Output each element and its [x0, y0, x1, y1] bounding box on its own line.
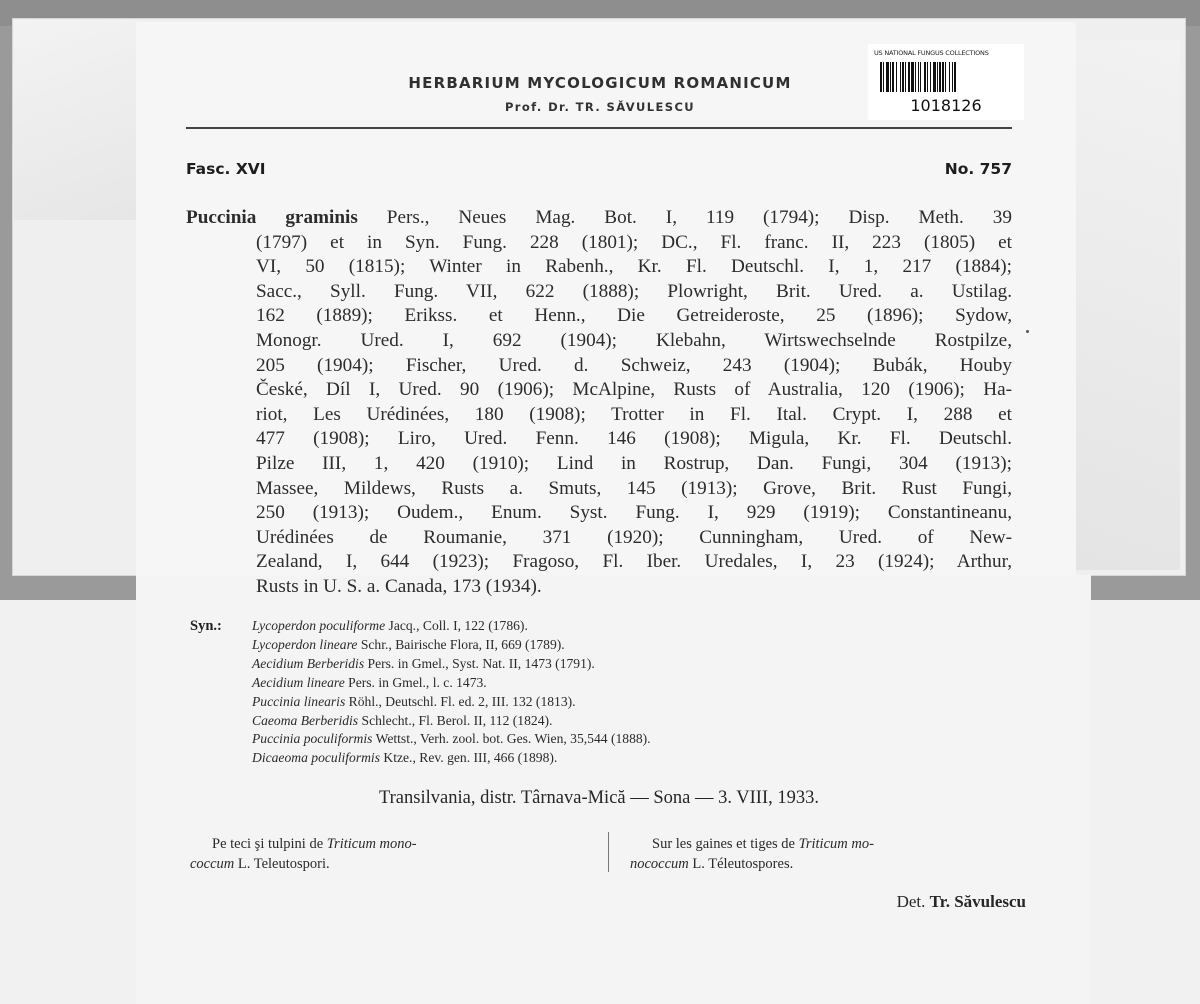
- synonym-item: Puccinia linearis Röhl., Deutschl. Fl. ed. 2, III. 132 (1813).: [252, 693, 576, 709]
- synonyms-label: Syn.:: [190, 618, 222, 634]
- synonym-item: Puccinia poculiformis Wettst., Verh. zool. bot. Ges. Wien, 35,544 (1888).: [252, 731, 651, 747]
- specimen-number: No. 757: [944, 160, 1012, 178]
- citation-line: Massee, Mildews, Rusts a. Smuts, 145 (1913); Grove, Brit. Rust Fungi,: [256, 477, 1012, 499]
- citation-line: České, Díl I, Ured. 90 (1906); McAlpine, Rusts of Australia, 120 (1906); Ha-: [256, 379, 1012, 401]
- synonym-item: Aecidium lineare Pers. in Gmel., l. c. 1473.: [252, 674, 487, 690]
- citation-line: 205 (1904); Fischer, Ured. d. Schweiz, 243 (1904); Bubák, Houby: [256, 354, 1012, 376]
- citation-line: 162 (1889); Erikss. et Henn., Die Getreideroste, 25 (1896); Sydow,: [256, 305, 1012, 327]
- citation-line: 250 (1913); Oudem., Enum. Syst. Fung. I, 929 (1919); Constantineanu,: [256, 502, 1012, 524]
- citation-line: Monogr. Ured. I, 692 (1904); Klebahn, Wirtswechselnde Rostpilze,: [256, 329, 1012, 351]
- citation-line: riot, Les Urédinées, 180 (1908); Trotter in Fl. Ital. Crypt. I, 288 et: [256, 403, 1012, 425]
- herbarium-subtitle: Prof. Dr. TR. SĂVULESCU: [504, 100, 696, 114]
- ink-dot: [1026, 330, 1029, 333]
- header-divider: [186, 127, 1012, 129]
- envelope-flap-left: [14, 20, 144, 220]
- synonym-item: Aecidium Berberidis Pers. in Gmel., Syst. Nat. II, 1473 (1791).: [252, 655, 595, 671]
- synonym-item: Lycoperdon poculiforme Jacq., Coll. I, 122 (1786).: [252, 618, 528, 633]
- host-column-divider: [608, 832, 609, 872]
- synonyms-list: [252, 617, 1012, 768]
- host-french: Sur les gaines et tiges de Triticum mo- nococcum L. Téleutospores.: [630, 836, 874, 872]
- host-scientific-name: nococcum: [630, 856, 689, 872]
- citation-line: Zealand, I, 644 (1923); Fragoso, Fl. Iber. Uredales, I, 23 (1924); Arthur,: [256, 551, 1012, 573]
- host-scientific-name: Triticum mo-: [798, 836, 874, 852]
- citation-line: Pilze III, 1, 420 (1910); Lind in Rostrup, Dan. Fungi, 304 (1913);: [256, 452, 1012, 474]
- citation-line: 477 (1908); Liro, Ured. Fenn. 146 (1908); Migula, Kr. Fl. Deutschl.: [256, 428, 1012, 450]
- citation-line-first: [186, 206, 1012, 231]
- citation-line: (1797) et in Syn. Fung. 228 (1801); DC., Fl. franc. II, 223 (1805) et: [256, 231, 1012, 253]
- citation-first-rest: Pers., Neues Mag. Bot. I, 119 (1794); Disp. Meth. 39: [357, 207, 1012, 228]
- species-name: Puccinia graminis: [186, 207, 358, 228]
- citation-line: VI, 50 (1815); Winter in Rabenh., Kr. Fl. Deutschl. I, 1, 217 (1884);: [256, 256, 1012, 278]
- determiner-name: Tr. Săvulescu: [929, 892, 1026, 911]
- collection-locality: Transilvania, distr. Târnava-Mică — Sona — 3. VIII, 1933.: [379, 788, 819, 808]
- determiner: Det. Tr. Săvulescu: [896, 892, 1026, 911]
- fascicle-label: Fasc. XVI: [186, 160, 266, 178]
- envelope-flap-right: [1075, 40, 1180, 570]
- citation-line: Sacc., Syll. Fung. VII, 622 (1888); Plowright, Brit. Ured. a. Ustilag.: [256, 280, 1012, 302]
- herbarium-title: HERBARIUM MYCOLOGICUM ROMANICUM: [408, 74, 792, 92]
- barcode-caption: US NATIONAL FUNGUS COLLECTIONS: [874, 49, 989, 57]
- host-scientific-name: coccum: [190, 856, 235, 872]
- citation-block: [186, 206, 1012, 600]
- host-romanian: Pe teci şi tulpini de Triticum mono- coccum L. Teleutospori.: [190, 836, 417, 872]
- synonym-item: Lycoperdon lineare Schr., Bairische Flora, II, 669 (1789).: [252, 636, 565, 652]
- citation-line: Urédinées de Roumanie, 371 (1920); Cunningham, Ured. of New-: [256, 526, 1012, 548]
- host-scientific-name: Triticum mono-: [326, 836, 417, 852]
- synonym-item: Dicaeoma poculiformis Ktze., Rev. gen. III, 466 (1898).: [252, 750, 558, 766]
- citation-line: Rusts in U. S. a. Canada, 173 (1934).: [256, 575, 542, 597]
- synonym-item: Caeoma Berberidis Schlecht., Fl. Berol. II, 112 (1824).: [252, 712, 553, 728]
- barcode-number: 1018126: [910, 96, 982, 115]
